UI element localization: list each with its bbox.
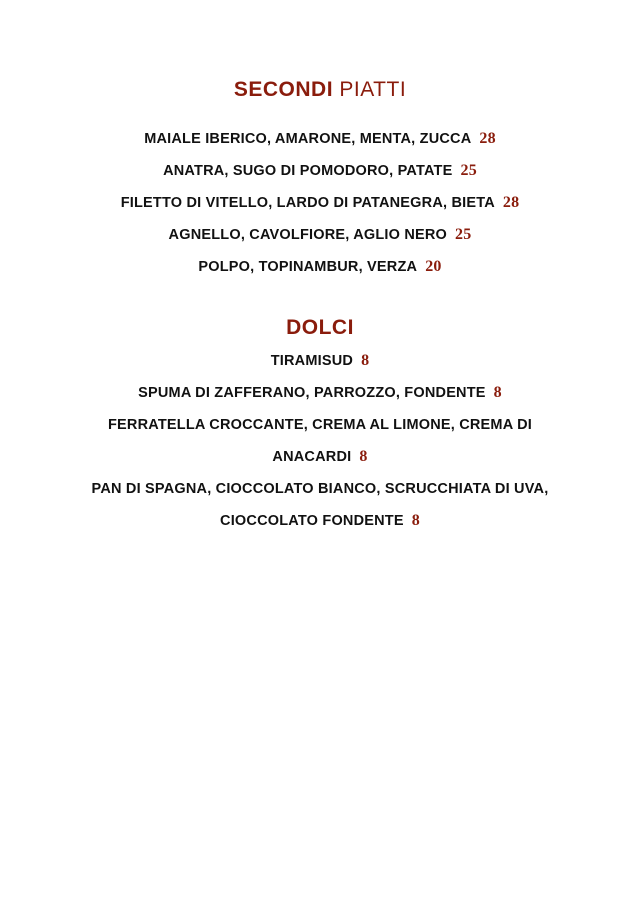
section-title bbox=[0, 313, 640, 343]
menu-item-price: 8 bbox=[411, 512, 420, 529]
menu-item-price: 8 bbox=[361, 352, 370, 369]
menu-items bbox=[0, 123, 640, 283]
menu-item bbox=[0, 345, 640, 377]
section-title bbox=[0, 75, 640, 105]
menu-item-price: 28 bbox=[479, 130, 496, 147]
menu-item bbox=[0, 377, 640, 409]
menu-item-name: POLPO, TOPINAMBUR, VERZA bbox=[198, 259, 418, 275]
section-secondi-piatti bbox=[0, 75, 640, 283]
menu-item bbox=[0, 409, 640, 441]
menu-items bbox=[0, 345, 640, 537]
menu-item-price: 8 bbox=[493, 384, 502, 401]
menu-item bbox=[0, 251, 640, 283]
menu-item-name: PAN DI SPAGNA, CIOCCOLATO BIANCO, SCRUCCHIATA DI UVA, bbox=[91, 481, 549, 497]
menu-item bbox=[0, 441, 640, 473]
menu-item-name: FILETTO DI VITELLO, LARDO DI PATANEGRA, BIETA bbox=[120, 195, 495, 211]
menu-item-price: 25 bbox=[455, 226, 472, 243]
menu-item-name: AGNELLO, CAVOLFIORE, AGLIO NERO bbox=[168, 227, 448, 243]
menu-item bbox=[0, 155, 640, 187]
menu-item-name: ANACARDI bbox=[272, 449, 352, 465]
menu-item bbox=[0, 219, 640, 251]
menu-item-price: 8 bbox=[359, 448, 368, 465]
menu-item-price: 28 bbox=[502, 194, 520, 211]
menu-item bbox=[0, 473, 640, 505]
section-title-light: PIATTI bbox=[339, 78, 407, 101]
menu-item bbox=[0, 123, 640, 155]
section-dolci bbox=[0, 313, 640, 537]
menu-item-name: FERRATELLA CROCCANTE, CREMA AL LIMONE, CREMA DI bbox=[108, 417, 532, 433]
menu-item-name: TIRAMISUD bbox=[270, 353, 354, 369]
section-title-bold: DOLCI bbox=[286, 316, 354, 339]
menu-item bbox=[0, 505, 640, 537]
section-title-bold: SECONDI bbox=[233, 78, 334, 101]
menu-item-name: SPUMA DI ZAFFERANO, PARROZZO, FONDENTE bbox=[138, 385, 486, 401]
menu-item-price: 20 bbox=[425, 258, 442, 275]
menu-item bbox=[0, 187, 640, 219]
menu-item-name: MAIALE IBERICO, AMARONE, MENTA, ZUCCA bbox=[144, 131, 472, 147]
menu-item-name: CIOCCOLATO FONDENTE bbox=[220, 513, 404, 529]
menu-item-name: ANATRA, SUGO DI POMODORO, PATATE bbox=[163, 163, 453, 179]
menu-item-price: 25 bbox=[460, 162, 477, 179]
